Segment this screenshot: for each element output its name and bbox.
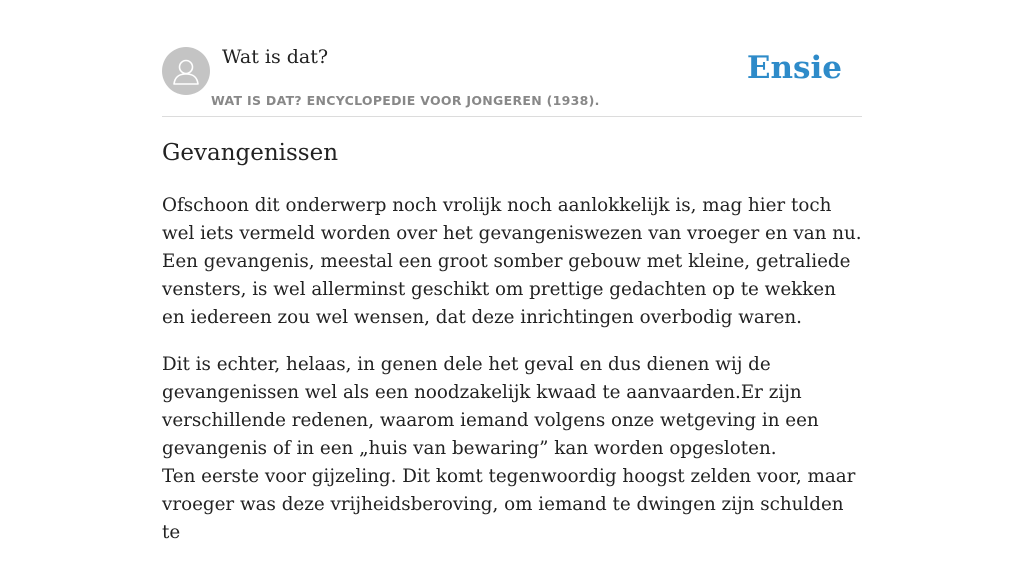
paragraph: Dit is echter, helaas, in genen dele het geval en dus dienen wij de gevangenissen wel als een noodzakelijk kwaad te aanvaarden.Er zijn verschillende redenen, waarom iemand volgens onze wetgeving in een gevangenis of in een „huis van bewaring” kan worden opgesloten. <box>162 354 819 459</box>
article-body <box>162 192 862 566</box>
site-title[interactable]: Wat is dat? <box>222 46 329 68</box>
header <box>162 0 862 117</box>
article-title: Gevangenissen <box>162 140 339 166</box>
brand-logo[interactable]: Ensie <box>746 50 842 86</box>
paragraph: Ten eerste voor gijzeling. Dit komt tegenwoordig hoogst zelden voor, maar vroeger was deze vrijheidsberoving, om iemand te dwingen zijn schulden te <box>162 466 856 543</box>
user-avatar-icon[interactable] <box>162 47 210 95</box>
source-label[interactable]: WAT IS DAT? ENCYCLOPEDIE VOOR JONGEREN (1938). <box>211 93 600 108</box>
paragraph: Ofschoon dit onderwerp noch vrolijk noch aanlokkelijk is, mag hier toch wel iets vermeld worden over het gevangeniswezen van vroeger en van nu. Een gevangenis, meestal een groot somber gebouw met kleine, getraliede vensters, is wel allerminst geschikt om prettige gedachten op te wekken en iedereen zou wel wensen, dat deze inrichtingen overbodig waren. <box>162 195 862 328</box>
page <box>162 0 862 543</box>
